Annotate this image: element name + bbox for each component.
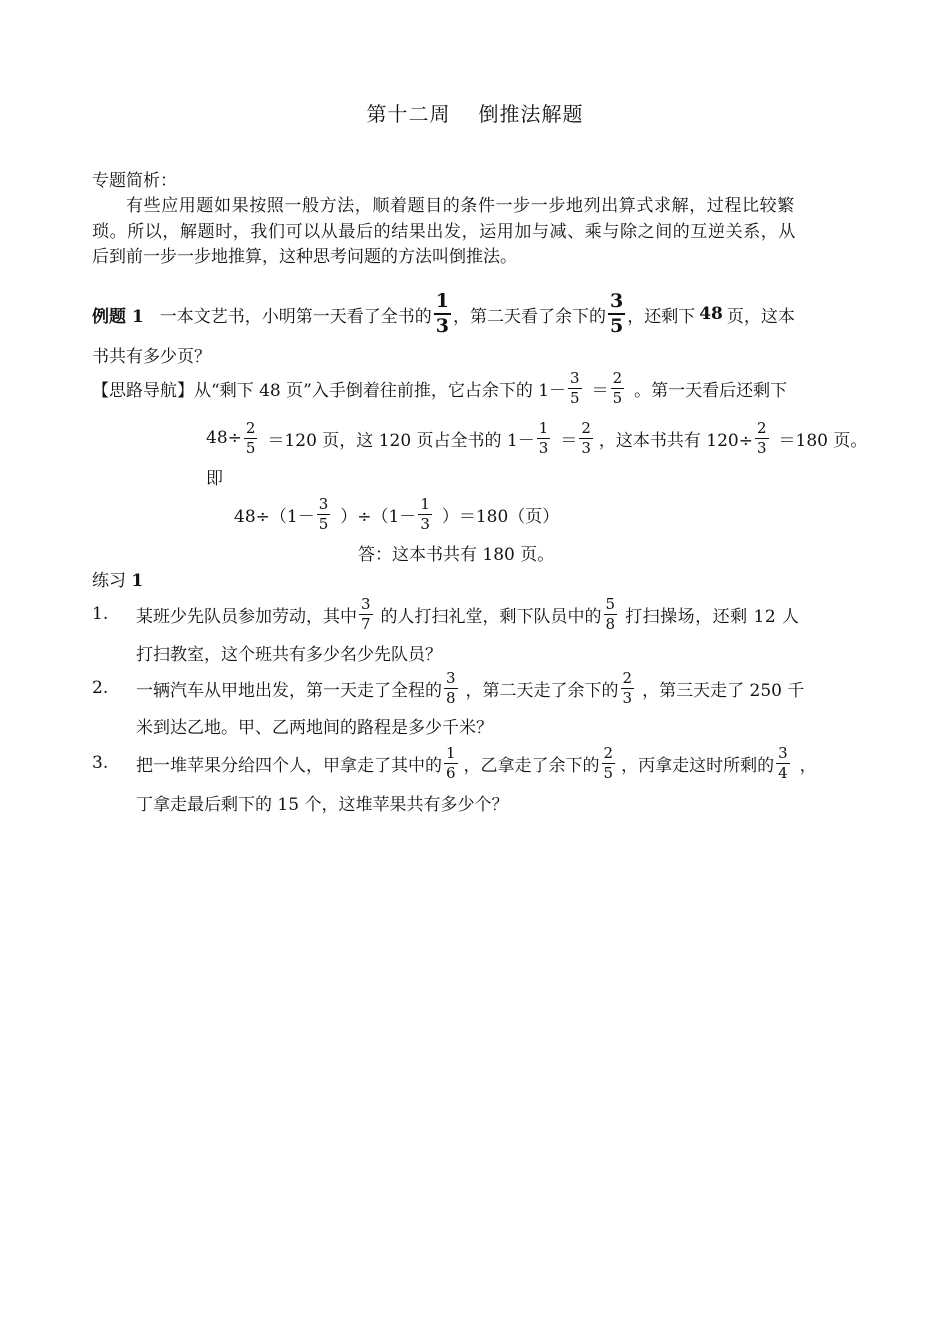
fraction: $\frac{2}{5}$	[245, 418, 256, 457]
fraction: $\frac{1}{3}$	[538, 418, 549, 457]
practice-heading-text: 练习	[92, 571, 126, 591]
example-line-2: 书共有多少页？	[92, 347, 211, 367]
practice-item-2-line-2: 米到达乙地。甲、乙两地间的路程是多少千米？	[136, 718, 493, 738]
fraction: $\frac{2}{3}$	[756, 418, 767, 457]
item-text: ，乙拿走了余下的	[463, 755, 600, 776]
example-text: ，还剩下	[627, 306, 696, 327]
item-text: 把一堆苹果分给四个人，甲拿走了其中的	[136, 755, 442, 776]
fraction: $\frac{3}{5}$	[609, 290, 624, 337]
page-title	[0, 98, 950, 127]
hint-text: ＝180 页。	[778, 430, 868, 451]
item-number: 1.	[92, 604, 109, 624]
example-line-1	[92, 292, 795, 336]
hint-ji: 即	[206, 469, 223, 489]
equation-text: ）＝180（页）	[441, 506, 560, 527]
fraction: $\frac{2}{5}$	[612, 368, 623, 407]
practice-heading	[92, 566, 143, 591]
fraction: $\frac{3}{8}$	[446, 668, 456, 707]
practice-item-2-line-1	[92, 666, 804, 710]
item-text: 的人打扫礼堂，剩下队员中的	[380, 606, 602, 627]
example-number: 48	[699, 304, 723, 324]
hint-text: 。第一天看后还剩下	[634, 380, 788, 401]
fraction: $\frac{3}{5}$	[318, 494, 329, 533]
item-text: 打扫操场，还剩 12 人	[625, 606, 800, 627]
fraction: $\frac{2}{3}$	[581, 418, 591, 457]
item-number: 2.	[92, 678, 109, 698]
practice-item-1-line-2: 打扫教室，这个班共有多少名少先队员？	[136, 645, 442, 665]
example-text: 页，这本	[726, 306, 795, 327]
item-text: ，	[799, 755, 817, 776]
fraction: $\frac{1}{3}$	[420, 494, 430, 533]
hint-text: ＝	[560, 430, 578, 451]
title-week: 第十二周	[366, 102, 451, 126]
hint-text: 48÷	[206, 428, 242, 448]
item-text: ，丙拿走这时所剩的	[621, 755, 775, 776]
hint-text: ，这本书共有 120÷	[598, 430, 753, 451]
item-number: 3.	[92, 753, 109, 773]
fraction: $\frac{2}{3}$	[622, 668, 633, 707]
hint-equation	[234, 492, 559, 536]
hint-line-1	[92, 366, 787, 410]
equation-text: ）÷（1－	[340, 506, 417, 527]
intro-line-3: 后到前一步一步地推算，这种思考问题的方法叫倒推法。	[92, 247, 517, 267]
practice-heading-number: 1	[131, 571, 144, 591]
hint-text: ＝120 页，这 120 页占全书的 1－	[267, 430, 535, 451]
fraction: $\frac{1}{3}$	[435, 290, 449, 337]
item-text: ，第二天走了余下的	[465, 680, 619, 701]
practice-item-3-line-1	[92, 741, 817, 785]
title-topic: 倒推法解题	[478, 102, 584, 126]
intro-line-2: 琐。所以，解题时，我们可以从最后的结果出发，运用加与减、乘与除之间的互逆关系，从	[92, 222, 796, 242]
example-label: 例题 1	[92, 306, 144, 327]
intro-line-1: 有些应用题如果按照一般方法，顺着题目的条件一步一步地列出算式求解，过程比较繁	[126, 196, 795, 216]
hint-line-2	[206, 416, 867, 460]
item-text: 某班少先队员参加劳动，其中	[136, 606, 357, 627]
example-text: ，第二天看了余下的	[452, 306, 606, 327]
fraction: $\frac{3}{7}$	[361, 594, 371, 633]
fraction: $\frac{3}{4}$	[778, 743, 788, 782]
practice-item-1-line-1	[92, 592, 800, 636]
fraction: $\frac{2}{5}$	[603, 743, 614, 782]
practice-item-3-line-2: 丁拿走最后剩下的 15 个，这堆苹果共有多少个？	[136, 795, 509, 815]
fraction: $\frac{1}{6}$	[446, 743, 456, 782]
hint-answer: 答：这本书共有 180 页。	[358, 545, 555, 565]
item-text: ，第三天走了 250 千	[642, 680, 805, 701]
hint-label: 【思路导航】	[92, 380, 194, 401]
fraction: $\frac{3}{5}$	[570, 368, 580, 407]
fraction: $\frac{5}{8}$	[605, 594, 616, 633]
hint-text: ＝	[591, 380, 609, 401]
intro-heading: 专题简析：	[92, 171, 177, 191]
hint-text: 从“剩下 48 页”入手倒着往前推，它占余下的 1－	[194, 380, 567, 401]
equation-text: 48÷（1－	[234, 506, 315, 527]
item-text: 一辆汽车从甲地出发，第一天走了全程的	[136, 680, 442, 701]
example-text: 一本文艺书，小明第一天看了全书的	[159, 306, 432, 327]
